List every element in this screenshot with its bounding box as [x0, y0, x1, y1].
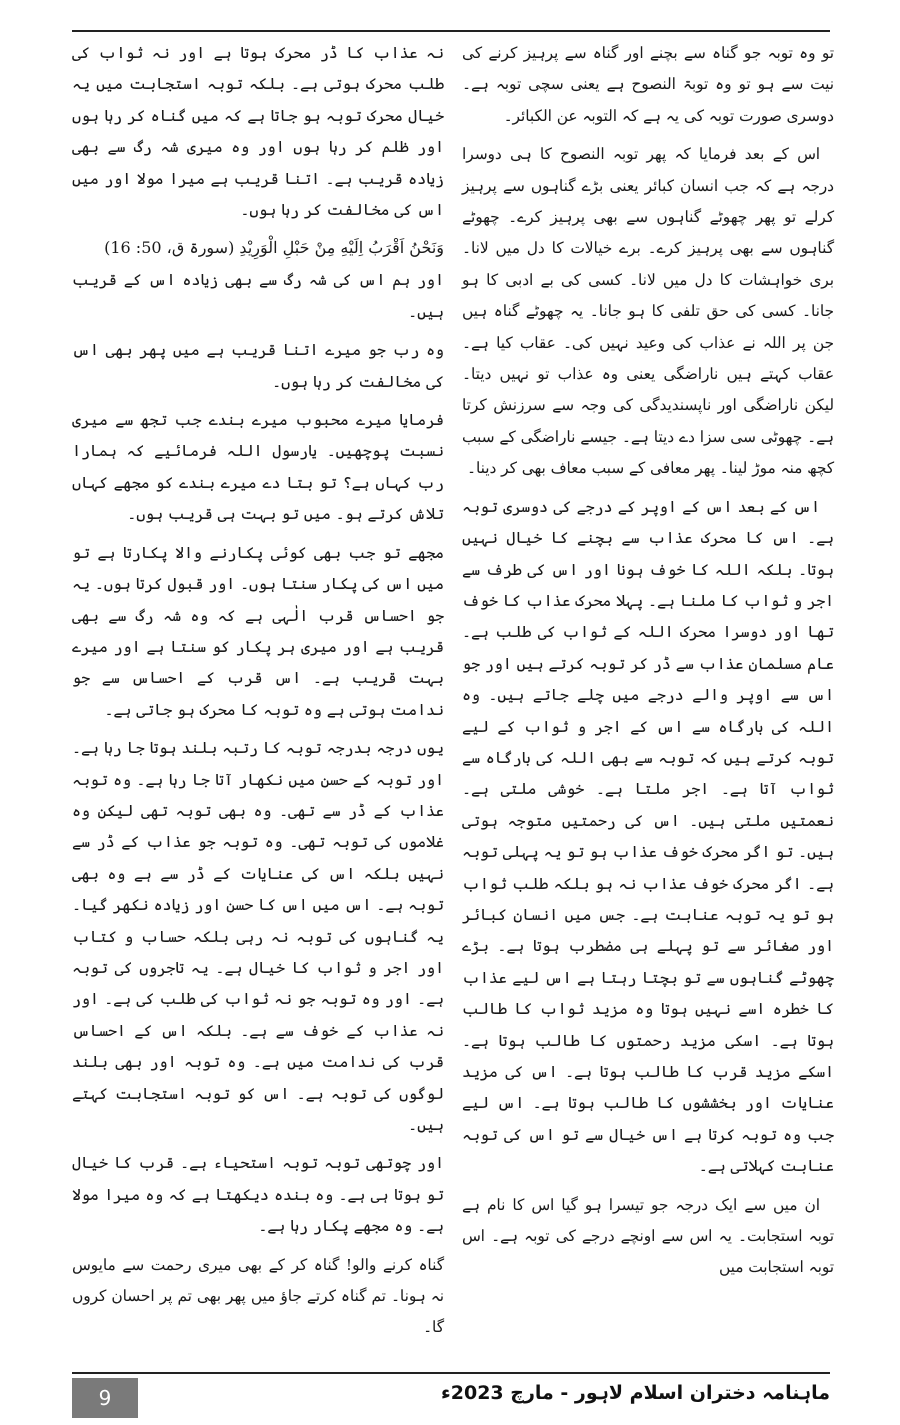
left-paragraph-2: اور ہم اس کی شہ رگ سے بھی زیادہ اس کے قریب ہیں۔ [72, 271, 444, 321]
left-paragraph-4: فرمایا میرے محبوب میرے بندے جب تجھ سے میری نسبت پوچھیں۔ یارسول اللہ فرمائیے کہ ہمارا رب کہاں ہے؟ تو بتا دے میرے بندے کو مجھے کہاں تلاش کرتے ہو۔ میں تو بہت ہی قریب ہوں۔ [72, 411, 444, 524]
left-paragraph-6: یوں درجہ بدرجہ توبہ کا رتبہ بلند ہوتا جا رہا ہے۔ اور توبہ کے حسن میں نکھار آتا جا رہا ہے۔ وہ توبہ عذاب کے ڈر سے تھی۔ وہ بھی توبہ تھی لیکن وہ غلاموں کی توبہ تھی۔ وہ توبہ جو عذاب کے ڈر سے نہیں بلکہ اس کی عنایات کے ڈر سے ہے وہ بھی توبہ ہے۔ اس میں اس کا حسن اور زیادہ نکھر گیا۔ یہ گناہوں کی توبہ نہ رہی بلکہ حساب و کتاب اور اجر و ثواب کا خیال ہے۔ یہ تاجروں کی توبہ ہے۔ اور وہ توبہ جو نہ ثواب کی طلب کی ہے۔ اور نہ عذاب کے خوف سے ہے۔ بلکہ اس کے احساس قرب کی ندامت میں ہے۔ وہ توبہ اور بھی بلند لوگوں کی توبہ ہے۔ اس کو توبہ استجابت کہتے ہیں۔ [72, 739, 444, 1134]
left-paragraph-5: مجھے تو جب بھی کوئی پکارنے والا پکارتا ہے تو میں اس کی پکار سنتا ہوں۔ اور قبول کرتا ہوں۔ یہ جو احساس قرب الٰہی ہے کہ وہ شہ رگ سے بھی قریب ہے اور میری ہر پکار کو سنتا ہے اور میرے بہت قریب ہے۔ اس قرب کے احساس سے جو ندامت ہوتی ہے وہ توبہ کا محرک ہو جاتی ہے۔ [72, 543, 444, 719]
bottom-rule [72, 1372, 830, 1374]
left-paragraph-1: نہ عذاب کا ڈر محرک ہوتا ہے اور نہ ثواب کی طلب محرک ہوتی ہے۔ بلکہ توبہ استجابت میں یہ خیال محرک توبہ ہو جاتا ہے کہ میں گناہ کر رہا ہوں اور ظلم کر رہا ہوں اور وہ میری شہ رگ سے بھی زیادہ قریب ہے۔ اتنا قریب ہے میرا مولا اور میں اس کی مخالفت کر رہا ہوں۔ [72, 44, 444, 220]
right-column [462, 38, 834, 1291]
left-paragraph-8: گناہ کرنے والو! گناہ کر کے بھی میری رحمت سے مایوس نہ ہونا۔ تم گناہ کرتے جاؤ میں پھر بھی تم پر احسان کروں گا۔ [72, 1255, 444, 1337]
quran-verse: وَنَحْنُ اَقْرَبُ اِلَيْهِ مِنْ حَبْلِ الْوَرِيْدِ (سورۃ ق، 50: 16) [104, 238, 444, 258]
right-paragraph-2: اس کے بعد فرمایا کہ پھر توبہ النصوح کا ہی دوسرا درجہ ہے کہ جب انسان کبائر یعنی بڑے گناہوں سے پرہیز کرلے تو پھر چھوٹے گناہوں سے بھی پرہیز کرے۔ چھوٹے گناہوں سے بھی پرہیز کرے۔ برے خیالات کا دل میں لانا۔ بری خواہشات کا دل میں لانا۔ کسی کی بے ادبی کا ہو جانا۔ کسی کی حق تلفی کا ہو جانا۔ یہ چھوٹے گناہ ہیں جن پر اللہ نے عذاب کی وعید نہیں کی۔ عقاب کیا ہے۔ عقاب کہتے ہیں ناراضگی یعنی وہ عذاب تو نہیں دیتا۔ لیکن ناراضگی اور ناپسندیدگی کی وجہ سے سرزنش کرتا ہے۔ چھوٹی سی سزا دے دیتا ہے۔ جیسے ناراضگی کے سبب کچھ منہ موڑ لینا۔ پھر معافی کے سبب معاف بھی کر دینا۔ [462, 145, 834, 478]
footer-title: ماہنامہ دختران اسلام لاہور - مارچ 2023ء [441, 1382, 830, 1404]
right-paragraph-3: اس کے بعد اس کے اوپر کے درجے کی دوسری توبہ ہے۔ اس کا محرک عذاب سے بچنے کا خیال نہیں ہوتا۔ بلکہ اللہ کا خوف ہونا اور اس کی طرف سے اجر و ثواب کا ملنا ہے۔ پہلا محرک عذاب کا خوف تھا اور دوسرا محرک اللہ کے ثواب کی طلب ہے۔ عام مسلمان عذاب سے ڈر کر توبہ کرتے ہیں اور جو اس سے اوپر والے درجے میں چلے جاتے ہیں۔ وہ اللہ کی بارگاہ سے اس کے اجر و ثواب کے لیے توبہ کرتے ہیں کہ توبہ سے بھی اللہ کی بارگاہ سے ثواب آتا ہے۔ اجر ملتا ہے۔ خوشی ملتی ہے۔ نعمتیں ملتی ہیں۔ اس کی رحمتیں متوجہ ہوتی ہیں۔ تو اگر محرک خوف عذاب ہو تو یہ پہلی توبہ ہے۔ اگر محرک خوف عذاب نہ ہو بلکہ طلب ثواب ہو تو یہ توبہ عنابت ہے۔ جس میں انسان کبائر اور صغائر سے تو پہلے ہی مضطرب ہوتا ہے۔ بڑے چھوٹے گناہوں سے تو بچتا رہتا ہے اس لیے عذاب کا خطرہ اسے نہیں ہوتا وہ مزید ثواب کا طالب ہوتا ہے۔ اسکی مزید رحمتوں کا طالب ہوتا ہے۔ اسکے مزید قرب کا طالب ہوتا ہے۔ اس کی مزید عنایات اور بخششوں کا طالب ہوتا ہے۔ اس لیے جب وہ توبہ کرتا ہے اس خیال سے تو اس کی توبہ عنابت کہلاتی ہے۔ [462, 497, 834, 1176]
right-paragraph-4: ان میں سے ایک درجہ جو تیسرا ہو گیا اس کا نام ہے توبہ استجابت۔ یہ اس سے اونچے درجے کی توبہ ہے۔ اس توبہ استجابت میں [462, 1195, 834, 1277]
left-paragraph-7: اور چوتھی توبہ توبہ استحیاء ہے۔ قرب کا خیال تو ہوتا ہی ہے۔ وہ بندہ دیکھتا ہے کہ وہ میرا مولا ہے۔ وہ مجھے پکار رہا ہے۔ [72, 1154, 444, 1236]
right-paragraph-1: تو وہ توبہ جو گناہ سے بچنے اور گناہ سے پرہیز کرنے کی نیت سے ہو تو وہ توبۃ النصوح ہے یعنی سچی توبہ ہے۔ دوسری صورت توبہ کی یہ ہے کہ التوبہ عن الکبائر۔ [462, 44, 834, 125]
left-paragraph-3: وہ رب جو میرے اتنا قریب ہے میں پھر بھی اس کی مخالفت کر رہا ہوں۔ [72, 341, 444, 391]
page-number: 9 [72, 1378, 138, 1418]
top-rule [72, 30, 830, 32]
left-column [72, 38, 444, 1351]
